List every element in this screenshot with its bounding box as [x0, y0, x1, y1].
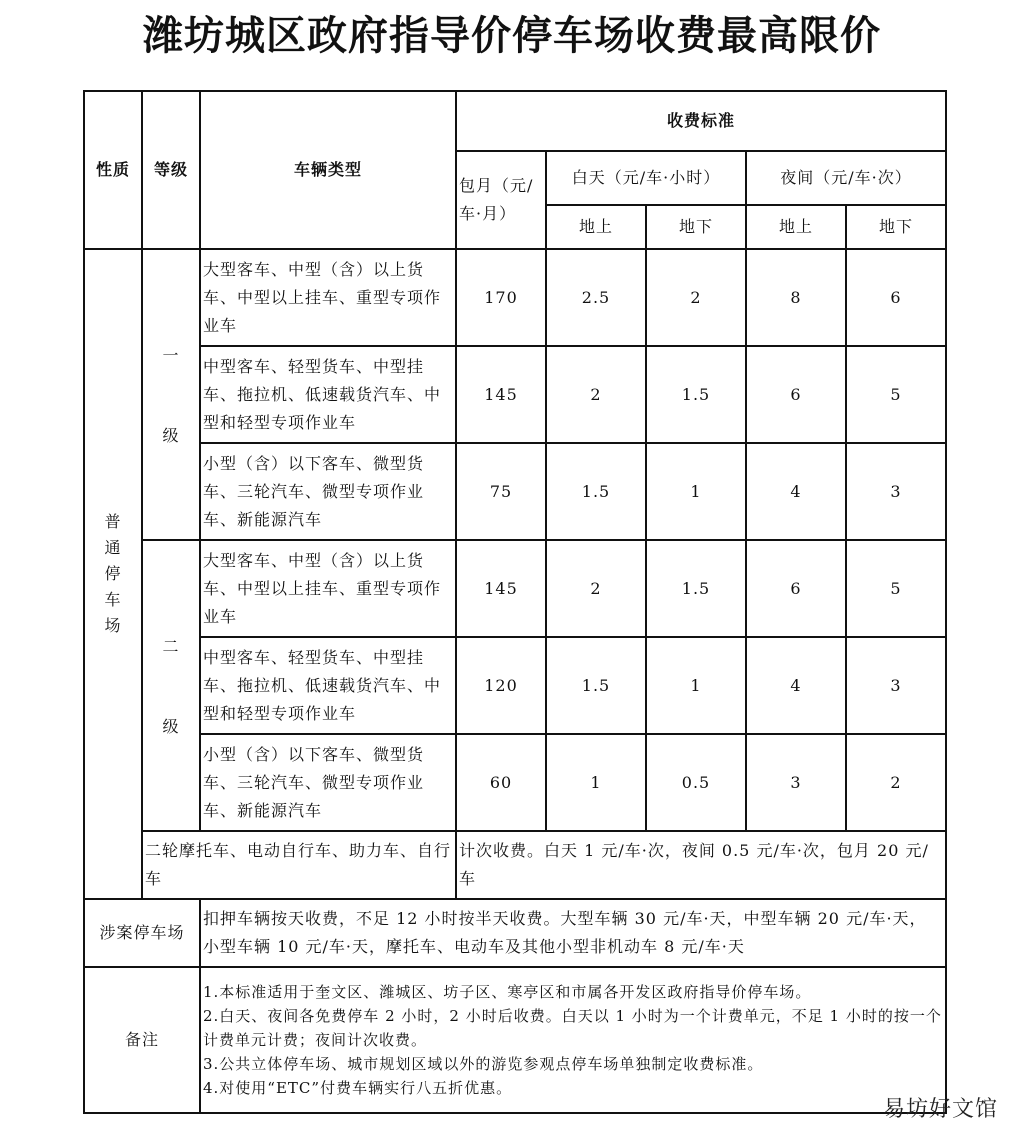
header-grade: 等级	[142, 91, 200, 249]
two-wheel-vehicle: 二轮摩托车、电动自行车、助力车、自行车	[142, 831, 456, 899]
night-above-cell: 6	[746, 540, 846, 637]
day-above-cell: 1.5	[546, 443, 646, 540]
vehicle-cell: 小型（含）以下客车、微型货车、三轮汽车、微型专项作业车、新能源汽车	[200, 734, 456, 831]
note-line: 4.对使用“ETC”付费车辆实行八五折优惠。	[203, 1079, 513, 1097]
page-title: 潍坊城区政府指导价停车场收费最高限价	[143, 13, 881, 59]
header-night-below: 地下	[846, 205, 946, 249]
night-above-cell: 3	[746, 734, 846, 831]
impound-fee: 扣押车辆按天收费，不足 12 小时按半天收费。大型车辆 30 元/车·天，中型车辆 20 元/车·天，小型车辆 10 元/车·天，摩托车、电动车及其他小型非机动车 8 元/车·天	[200, 899, 946, 967]
night-below-cell: 5	[846, 540, 946, 637]
note-line: 1.本标准适用于奎文区、潍城区、坊子区、寒亭区和市属各开发区政府指导价停车场。	[203, 983, 812, 1001]
vehicle-cell: 中型客车、轻型货车、中型挂车、拖拉机、低速载货汽车、中型和轻型专项作业车	[200, 346, 456, 443]
monthly-cell: 170	[456, 249, 546, 346]
notes-label: 备注	[84, 967, 200, 1113]
monthly-cell: 75	[456, 443, 546, 540]
day-above-cell: 2	[546, 540, 646, 637]
night-below-cell: 6	[846, 249, 946, 346]
header-night-above: 地上	[746, 205, 846, 249]
monthly-cell: 145	[456, 540, 546, 637]
vehicle-cell: 大型客车、中型（含）以上货车、中型以上挂车、重型专项作业车	[200, 249, 456, 346]
header-day-below: 地下	[646, 205, 746, 249]
night-above-cell: 4	[746, 443, 846, 540]
ordinary-lot-label: 普 通 停 车 场	[84, 249, 142, 899]
night-above-cell: 6	[746, 346, 846, 443]
header-night: 夜间（元/车·次）	[746, 151, 946, 205]
grade-1-label: 一 级	[142, 249, 200, 540]
day-below-cell: 2	[646, 249, 746, 346]
night-below-cell: 3	[846, 443, 946, 540]
note-line: 3.公共立体停车场、城市规划区域以外的游览参观点停车场单独制定收费标准。	[203, 1055, 764, 1073]
day-below-cell: 1	[646, 637, 746, 734]
header-vehicle-type: 车辆类型	[200, 91, 456, 249]
vehicle-cell: 小型（含）以下客车、微型货车、三轮汽车、微型专项作业车、新能源汽车	[200, 443, 456, 540]
two-wheel-fee: 计次收费。白天 1 元/车·次，夜间 0.5 元/车·次，包月 20 元/车	[456, 831, 946, 899]
day-below-cell: 1	[646, 443, 746, 540]
watermark: 易坊好文馆	[882, 1097, 998, 1122]
night-below-cell: 3	[846, 637, 946, 734]
day-below-cell: 0.5	[646, 734, 746, 831]
monthly-cell: 60	[456, 734, 546, 831]
day-above-cell: 1.5	[546, 637, 646, 734]
header-nature: 性质	[84, 91, 142, 249]
grade-2-label: 二 级	[142, 540, 200, 831]
parking-fee-table	[83, 90, 947, 1114]
night-above-cell: 8	[746, 249, 846, 346]
night-below-cell: 5	[846, 346, 946, 443]
day-above-cell: 2	[546, 346, 646, 443]
day-above-cell: 2.5	[546, 249, 646, 346]
night-below-cell: 2	[846, 734, 946, 831]
night-above-cell: 4	[746, 637, 846, 734]
impound-label: 涉案停车场	[84, 899, 200, 967]
day-below-cell: 1.5	[646, 346, 746, 443]
header-day: 白天（元/车·小时）	[546, 151, 746, 205]
header-monthly: 包月（元/车·月）	[456, 151, 546, 249]
vehicle-cell: 大型客车、中型（含）以上货车、中型以上挂车、重型专项作业车	[200, 540, 456, 637]
vehicle-cell: 中型客车、轻型货车、中型挂车、拖拉机、低速载货汽车、中型和轻型专项作业车	[200, 637, 456, 734]
note-line: 2.白天、夜间各免费停车 2 小时，2 小时后收费。白天以 1 小时为一个计费单元，不足 1 小时的按一个计费单元计费；夜间计次收费。	[203, 1007, 942, 1049]
monthly-cell: 120	[456, 637, 546, 734]
header-day-above: 地上	[546, 205, 646, 249]
day-below-cell: 1.5	[646, 540, 746, 637]
monthly-cell: 145	[456, 346, 546, 443]
notes-content	[200, 967, 946, 1113]
header-fee-standard: 收费标准	[456, 91, 946, 151]
day-above-cell: 1	[546, 734, 646, 831]
